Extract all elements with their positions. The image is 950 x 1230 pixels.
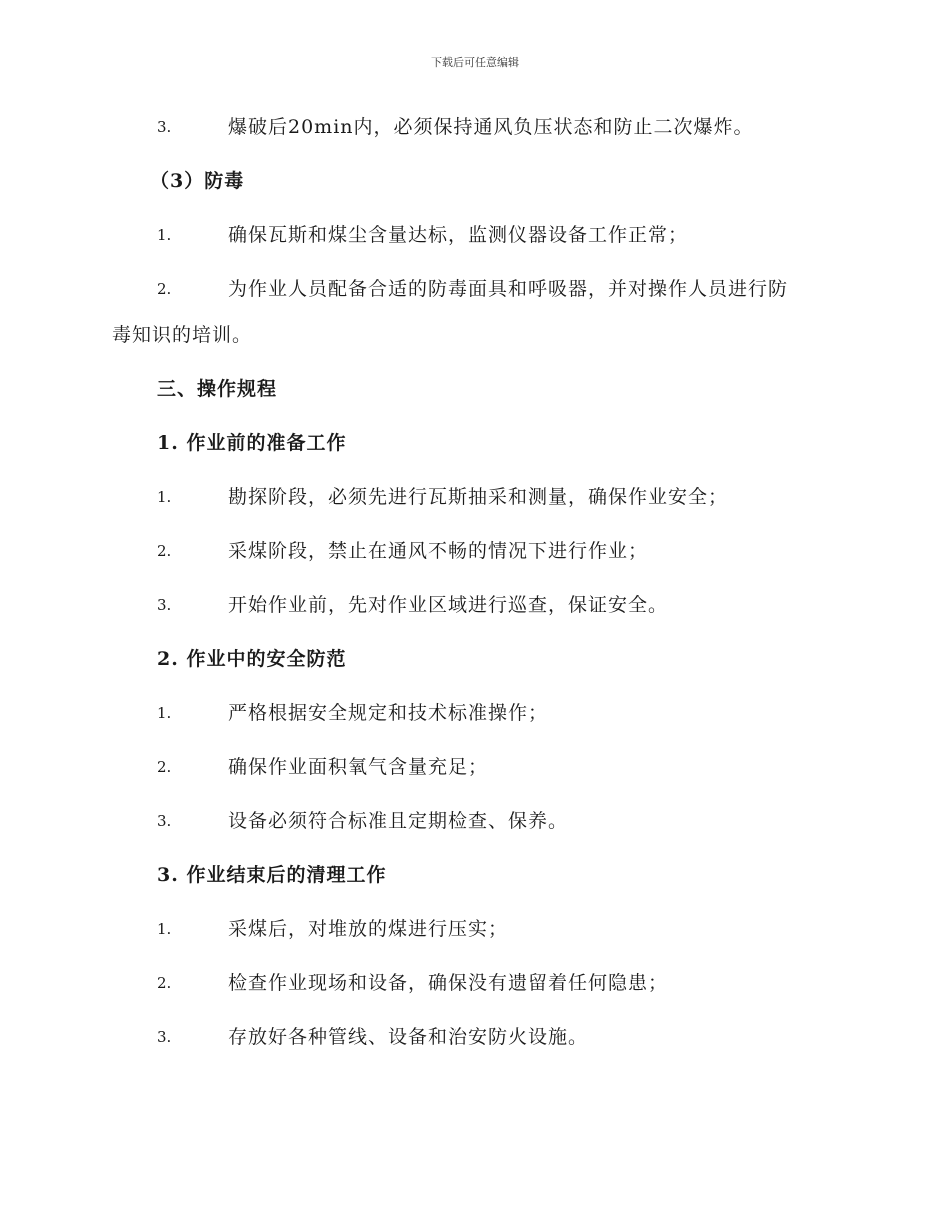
heading-text: （3）防毒 xyxy=(150,170,245,192)
list-text: 存放好各种管线、设备和治安防火设施。 xyxy=(228,1026,589,1048)
document-body xyxy=(0,104,950,1068)
section-heading xyxy=(0,366,950,420)
list-text: 采煤后，对堆放的煤进行压实； xyxy=(228,918,509,940)
list-text: 爆破后20min内，必须保持通风负压状态和防止二次爆炸。 xyxy=(228,116,754,138)
list-text-line2: 毒知识的培训。 xyxy=(112,324,253,346)
list-item xyxy=(0,528,950,582)
list-number: 1. xyxy=(157,704,172,722)
list-text: 检查作业现场和设备，确保没有遗留着任何隐患； xyxy=(228,972,669,994)
list-number: 1. xyxy=(157,488,172,506)
list-number: 2. xyxy=(157,280,172,298)
list-number: 3. xyxy=(157,812,172,830)
list-item xyxy=(0,906,950,960)
heading-text: 1. 作业前的准备工作 xyxy=(157,432,347,454)
subsection-heading xyxy=(0,636,950,690)
heading-text: 三、操作规程 xyxy=(157,378,278,400)
list-item xyxy=(0,960,950,1014)
list-item xyxy=(0,1014,950,1068)
list-text: 开始作业前，先对作业区域进行巡查，保证安全。 xyxy=(228,594,669,616)
list-number: 3. xyxy=(157,596,172,614)
list-number: 2. xyxy=(157,758,172,776)
list-item xyxy=(0,798,950,852)
list-item xyxy=(0,266,950,366)
list-item xyxy=(0,690,950,744)
list-number: 2. xyxy=(157,542,172,560)
list-text: 严格根据安全规定和技术标准操作； xyxy=(228,702,549,724)
page-header: 下载后可任意编辑 xyxy=(431,56,519,69)
list-text-line1: 为作业人员配备合适的防毒面具和呼吸器，并对操作人员进行防 xyxy=(228,278,789,300)
heading-text: 2. 作业中的安全防范 xyxy=(157,648,347,670)
list-text: 确保作业面积氧气含量充足； xyxy=(228,756,489,778)
list-number: 1. xyxy=(157,226,172,244)
subsection-heading xyxy=(0,420,950,474)
subsection-heading xyxy=(0,852,950,906)
list-item xyxy=(0,744,950,798)
list-number: 3. xyxy=(157,118,172,136)
list-text: 采煤阶段，禁止在通风不畅的情况下进行作业； xyxy=(228,540,649,562)
list-number: 2. xyxy=(157,974,172,992)
list-text: 确保瓦斯和煤尘含量达标，监测仪器设备工作正常； xyxy=(228,224,689,246)
heading-text: 3. 作业结束后的清理工作 xyxy=(157,864,387,886)
list-number: 3. xyxy=(157,1028,172,1046)
list-item xyxy=(0,104,950,158)
list-number: 1. xyxy=(157,920,172,938)
list-text: 勘探阶段，必须先进行瓦斯抽采和测量，确保作业安全； xyxy=(228,486,729,508)
list-text: 设备必须符合标准且定期检查、保养。 xyxy=(228,810,569,832)
list-item xyxy=(0,582,950,636)
list-item xyxy=(0,474,950,528)
list-item xyxy=(0,212,950,266)
section-heading xyxy=(0,158,950,212)
